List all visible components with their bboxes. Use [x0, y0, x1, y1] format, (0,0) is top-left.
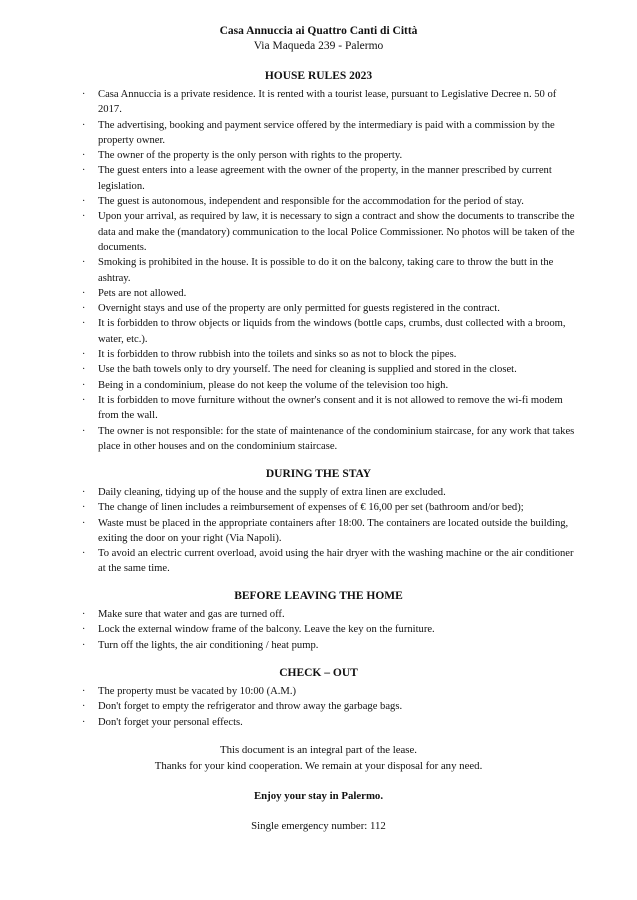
bullet-icon: ·	[82, 349, 86, 361]
list-item: · It is forbidden to move furniture without the owner's consent and it is not allowed to remove the wi-fi modem from the wall.	[82, 394, 563, 422]
bullet-icon: ·	[82, 517, 86, 529]
bullet-icon: ·	[82, 716, 86, 728]
rules-list	[0, 607, 637, 653]
list-item: · It is forbidden to throw rubbish into the toilets and sinks so as not to block the pipes.	[0, 347, 637, 362]
bullet-icon: ·	[82, 701, 86, 713]
footer-line: Thanks for your kind cooperation. We remain at your disposal for any need.	[154, 760, 483, 772]
list-item: · Pets are not allowed.	[0, 286, 637, 301]
list-item: · The advertising, booking and payment service offered by the intermediary is paid with a commission by the property owner.	[82, 119, 555, 146]
property-address: Via Maqueda 239 - Palermo	[253, 40, 384, 52]
rules-list	[0, 684, 637, 730]
bullet-icon: ·	[82, 89, 86, 100]
emergency-number: Single emergency number: 112	[251, 820, 386, 832]
section-before-leaving	[0, 589, 637, 653]
bullet-icon: ·	[82, 639, 86, 651]
section-during-stay	[0, 467, 637, 577]
list-item: · The guest is autonomous, independent and responsible for the accommodation for the period of stay.	[0, 194, 637, 209]
bullet-icon: ·	[82, 379, 86, 391]
rules-list	[0, 87, 637, 454]
list-item: · Make sure that water and gas are turned off.	[0, 607, 637, 622]
bullet-icon: ·	[82, 548, 86, 560]
bullet-icon: ·	[82, 502, 86, 514]
bullet-icon: ·	[82, 394, 86, 406]
list-item: · Being in a condominium, please do not keep the volume of the television too high.	[0, 378, 637, 393]
bullet-icon: ·	[82, 257, 86, 269]
section-house-rules	[0, 69, 637, 454]
list-item: · It is forbidden to throw objects or liquids from the windows (bottle caps, crumbs, dust collected with a broom, water, etc.).	[82, 318, 566, 345]
bullet-icon: ·	[82, 487, 86, 498]
footer-line: This document is an integral part of the lease.	[220, 744, 417, 756]
list-item: · The owner is not responsible: for the state of maintenance of the condominium staircase, for any work that takes place in other houses and on the condominium staircase.	[82, 425, 575, 452]
bullet-icon: ·	[82, 287, 86, 299]
bullet-icon: ·	[82, 303, 86, 315]
list-item: · Turn off the lights, the air conditioning / heat pump.	[0, 638, 637, 653]
list-item: · Don't forget to empty the refrigerator and throw away the garbage bags.	[0, 699, 637, 714]
list-item: · Daily cleaning, tidying up of the house and the supply of extra linen are excluded.	[0, 485, 637, 500]
list-item: · The guest enters into a lease agreement with the owner of the property, in the manner prescribed by current legislation.	[82, 165, 552, 192]
list-item: · Upon your arrival, as required by law, it is necessary to sign a contract and show the documents to transcribe the data and make the (mandatory) communication to the local Police Commissioner. No photos will be taken of the documents.	[82, 211, 575, 253]
bullet-icon: ·	[82, 624, 86, 636]
bullet-icon: ·	[82, 211, 86, 223]
list-item: · Smoking is prohibited in the house. It is possible to do it on the balcony, taking care to throw the butt in the ashtray.	[82, 257, 554, 284]
bullet-icon: ·	[82, 364, 86, 376]
section-check-out	[0, 666, 637, 730]
enjoy-message: Enjoy your stay in Palermo.	[253, 790, 384, 802]
bullet-icon: ·	[82, 609, 86, 620]
rules-list	[0, 485, 637, 577]
list-item: · Overnight stays and use of the property are only permitted for guests registered in the contract.	[0, 301, 637, 316]
list-item: · The property must be vacated by 10:00 (A.M.)	[0, 684, 637, 699]
bullet-icon: ·	[82, 318, 86, 330]
footer-note	[0, 742, 637, 774]
list-item: · Casa Annuccia is a private residence. It is rented with a tourist lease, pursuant to Legislative Decree n. 50 of 2017.	[82, 89, 557, 116]
bullet-icon: ·	[82, 686, 86, 697]
bullet-icon: ·	[82, 425, 86, 437]
list-item: · Don't forget your personal effects.	[0, 715, 637, 730]
list-item: · Waste must be placed in the appropriate containers after 18:00. The containers are located outside the building, exiting the door on your right (Via Napoli).	[82, 517, 569, 544]
bullet-icon: ·	[82, 196, 86, 208]
section-title: DURING THE STAY	[265, 468, 372, 480]
list-item: · Use the bath towels only to dry yourself. The need for cleaning is supplied and stored in the closet.	[0, 362, 637, 377]
section-title: HOUSE RULES 2023	[264, 70, 373, 82]
list-item: · Lock the external window frame of the balcony. Leave the key on the furniture.	[0, 622, 637, 637]
document-header	[0, 24, 637, 54]
property-name: Casa Annuccia ai Quattro Canti di Città	[219, 25, 418, 37]
list-item: · The change of linen includes a reimbursement of expenses of € 16,00 per set (bathroom and/or bed);	[0, 500, 637, 515]
list-item: · The owner of the property is the only person with rights to the property.	[0, 148, 637, 163]
bullet-icon: ·	[82, 150, 86, 162]
bullet-icon: ·	[82, 165, 86, 177]
bullet-icon: ·	[82, 119, 86, 131]
section-title: BEFORE LEAVING THE HOME	[234, 590, 403, 602]
section-title: CHECK – OUT	[279, 667, 358, 679]
list-item: · To avoid an electric current overload, avoid using the hair dryer with the washing machine or the air conditioner at the same time.	[82, 548, 574, 575]
